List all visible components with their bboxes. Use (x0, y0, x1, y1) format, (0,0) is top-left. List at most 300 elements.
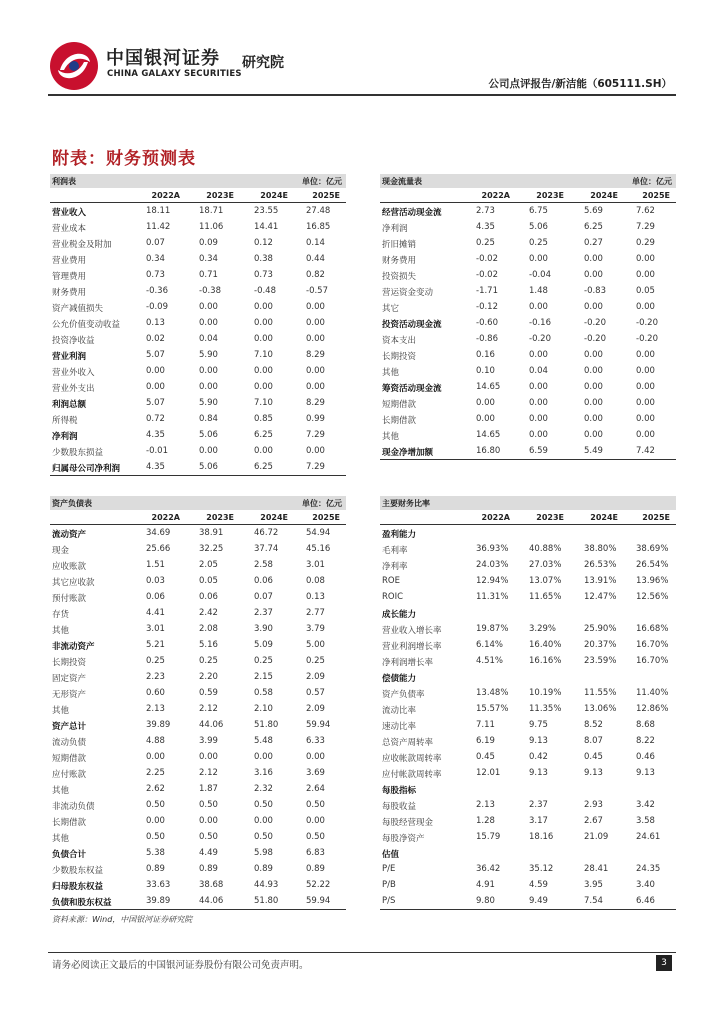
cell-value: -0.20 (636, 334, 658, 344)
row-label: 净利润增长率 (382, 658, 434, 668)
table-row (380, 845, 676, 861)
cell-value: 0.07 (254, 592, 273, 602)
cell-value: 0.02 (146, 334, 165, 344)
cell-value: 21.09 (584, 832, 609, 842)
cell-value: 8.29 (306, 350, 325, 360)
cell-value: 0.25 (529, 238, 548, 248)
table-bottom-rule (50, 475, 346, 476)
row-label: 营业利润 (52, 352, 87, 362)
table-row (50, 525, 346, 541)
row-label: 营业外支出 (52, 384, 95, 394)
cell-value: 36.93% (476, 544, 509, 554)
cell-value: 4.35 (146, 462, 165, 472)
table-row (380, 235, 676, 251)
cell-value: 0.00 (584, 270, 603, 280)
cell-value: 0.08 (306, 576, 325, 586)
table-row (380, 347, 676, 363)
cell-value: 0.00 (306, 318, 325, 328)
cell-value: -0.20 (584, 318, 606, 328)
header-divider (48, 94, 676, 96)
cell-value: 27.48 (306, 206, 331, 216)
table-row (380, 797, 676, 813)
table-row (380, 315, 676, 331)
row-label: 净利率 (382, 562, 408, 572)
table-row (380, 283, 676, 299)
cell-value: 0.13 (146, 318, 165, 328)
cell-value: 16.68% (636, 624, 669, 634)
cell-value: 28.41 (584, 864, 609, 874)
cell-value: 0.00 (199, 302, 218, 312)
row-label: 资产负债率 (382, 690, 425, 700)
cell-value: 9.80 (476, 896, 495, 906)
cell-value: 5.98 (254, 848, 273, 858)
table-row (380, 829, 676, 845)
table-row (50, 893, 346, 909)
cell-value: 18.16 (529, 832, 554, 842)
cell-value: -0.20 (636, 318, 658, 328)
cell-value: 33.63 (146, 880, 171, 890)
cell-value: 39.89 (146, 720, 171, 730)
table-row (50, 251, 346, 267)
cell-value: 15.57% (476, 704, 509, 714)
cell-value: 0.34 (146, 254, 165, 264)
table-row (50, 781, 346, 797)
table-row (380, 781, 676, 797)
cell-value: 0.00 (529, 350, 548, 360)
cell-value: 0.00 (584, 414, 603, 424)
cell-value: 0.00 (529, 254, 548, 264)
cell-value: 18.11 (146, 206, 171, 216)
row-label: 折旧摊销 (382, 240, 417, 250)
table-row (50, 813, 346, 829)
row-label: 资产总计 (52, 722, 87, 732)
row-label: 现金 (52, 546, 70, 556)
cell-value: 36.42 (476, 864, 501, 874)
data-source-note: 资料来源：Wind，中国银河证券研究院 (52, 915, 193, 924)
column-header: 2023E (536, 191, 564, 200)
cell-value: 3.95 (584, 880, 603, 890)
cell-value: 2.05 (199, 560, 218, 570)
table-bottom-rule (380, 909, 676, 910)
cell-value: 12.47% (584, 592, 617, 602)
table-unit: 单位：亿元 (302, 177, 342, 186)
cell-value: 59.94 (306, 896, 331, 906)
cell-value: 0.50 (199, 832, 218, 842)
table-row (380, 427, 676, 443)
cell-value: 0.71 (199, 270, 218, 280)
cell-value: 7.10 (254, 398, 273, 408)
cell-value: -0.60 (476, 318, 498, 328)
cell-value: 0.59 (199, 688, 218, 698)
column-header: 2025E (312, 513, 340, 522)
column-header: 2022A (481, 191, 510, 200)
table-row (380, 411, 676, 427)
cell-value: 32.25 (199, 544, 224, 554)
cell-value: 25.90% (584, 624, 617, 634)
cell-value: 3.01 (306, 560, 325, 570)
cell-value: 5.90 (199, 350, 218, 360)
cell-value: 0.00 (306, 302, 325, 312)
row-label: 长期借款 (382, 416, 417, 426)
cell-value: 16.80 (476, 446, 501, 456)
table-row (50, 395, 346, 411)
row-label: 每股经营现金 (382, 818, 434, 828)
table-row (380, 443, 676, 459)
cell-value: 0.00 (146, 382, 165, 392)
row-label: 营业税金及附加 (52, 240, 112, 250)
report-type: 公司点评报告/新洁能（605111.SH） (488, 78, 672, 90)
cell-value: 38.69% (636, 544, 669, 554)
cell-value: 5.16 (199, 640, 218, 650)
cell-value: 54.94 (306, 528, 331, 538)
table-row (380, 363, 676, 379)
cell-value: 20.37% (584, 640, 617, 650)
cell-value: 2.23 (146, 672, 165, 682)
cell-value: -0.09 (146, 302, 168, 312)
cell-value: 0.00 (199, 752, 218, 762)
galaxy-logo-icon (48, 40, 100, 92)
column-header: 2023E (536, 513, 564, 522)
cell-value: 2.58 (254, 560, 273, 570)
cell-value: 59.94 (306, 720, 331, 730)
column-header: 2024E (260, 191, 288, 200)
cell-value: 14.41 (254, 222, 279, 232)
cell-value: 5.49 (584, 446, 603, 456)
cell-value: 16.40% (529, 640, 562, 650)
table-row (380, 395, 676, 411)
cell-value: 0.72 (146, 414, 165, 424)
cell-value: 9.13 (584, 768, 603, 778)
column-header-row (380, 188, 676, 203)
cell-value: 0.25 (254, 656, 273, 666)
cell-value: 0.00 (146, 816, 165, 826)
row-label: 其他 (52, 786, 70, 796)
row-label: 盈利能力 (382, 530, 417, 540)
cell-value: 0.13 (306, 592, 325, 602)
row-label: P/S (382, 896, 396, 906)
row-label: 投资净收益 (52, 336, 95, 346)
cell-value: 8.29 (306, 398, 325, 408)
table-row (380, 669, 676, 685)
table-row (380, 749, 676, 765)
research-institute-label: 研究院 (242, 55, 284, 71)
table-row (380, 621, 676, 637)
row-label: 筹资活动现金流 (382, 384, 442, 394)
cell-value: 0.25 (476, 238, 495, 248)
cell-value: 26.54% (636, 560, 669, 570)
cell-value: 44.06 (199, 896, 224, 906)
table-row (380, 701, 676, 717)
cell-value: 4.59 (529, 880, 548, 890)
cell-value: -0.02 (476, 254, 498, 264)
cell-value: 13.48% (476, 688, 509, 698)
cell-value: 3.16 (254, 768, 273, 778)
cell-value: 0.00 (199, 446, 218, 456)
table-header (50, 496, 346, 510)
table-bottom-rule (50, 909, 346, 910)
cell-value: 0.00 (254, 816, 273, 826)
table-row (50, 765, 346, 781)
cell-value: 2.08 (199, 624, 218, 634)
cell-value: 0.00 (584, 350, 603, 360)
table-row (380, 557, 676, 573)
cell-value: 0.00 (306, 752, 325, 762)
row-label: 流动比率 (382, 706, 417, 716)
row-label: 营业成本 (52, 224, 87, 234)
row-label: 资本支出 (382, 336, 417, 346)
column-header: 2025E (642, 513, 670, 522)
cell-value: 3.69 (306, 768, 325, 778)
cell-value: 16.70% (636, 656, 669, 666)
row-label: 应付帐款周转率 (382, 770, 442, 780)
cell-value: 18.71 (199, 206, 224, 216)
table-row (50, 829, 346, 845)
cell-value: 0.00 (199, 382, 218, 392)
cell-value: 11.40% (636, 688, 669, 698)
row-label: 流动资产 (52, 530, 87, 540)
cell-value: 11.65% (529, 592, 562, 602)
cell-value: 23.55 (254, 206, 279, 216)
row-label: 其它应收款 (52, 578, 95, 588)
table-row (50, 749, 346, 765)
table-row (50, 235, 346, 251)
cell-value: 2.64 (306, 784, 325, 794)
cell-value: 2.15 (254, 672, 273, 682)
cell-value: 5.00 (306, 640, 325, 650)
cell-value: 0.00 (636, 254, 655, 264)
table-row (50, 363, 346, 379)
table-row (380, 637, 676, 653)
cell-value: 6.46 (636, 896, 655, 906)
cell-value: 2.20 (199, 672, 218, 682)
table-row (380, 653, 676, 669)
table-header (380, 496, 676, 510)
cell-value: 46.72 (254, 528, 279, 538)
cell-value: 5.06 (529, 222, 548, 232)
cell-value: 7.11 (476, 720, 495, 730)
cell-value: 5.69 (584, 206, 603, 216)
cell-value: 0.46 (636, 752, 655, 762)
cell-value: 0.50 (254, 832, 273, 842)
row-label: 短期借款 (52, 754, 87, 764)
cell-value: 5.48 (254, 736, 273, 746)
table-row (380, 541, 676, 557)
cell-value: 0.00 (636, 302, 655, 312)
row-label: 长期借款 (52, 818, 87, 828)
cell-value: 0.73 (254, 270, 273, 280)
cell-value: 0.05 (636, 286, 655, 296)
cell-value: 44.06 (199, 720, 224, 730)
table-unit: 单位：亿元 (632, 177, 672, 186)
cell-value: 12.56% (636, 592, 669, 602)
cell-value: 14.65 (476, 430, 501, 440)
cell-value: -0.12 (476, 302, 498, 312)
cell-value: 3.42 (636, 800, 655, 810)
row-label: P/E (382, 864, 396, 874)
cell-value: 6.25 (254, 462, 273, 472)
cell-value: 0.09 (199, 238, 218, 248)
cell-value: 0.44 (306, 254, 325, 264)
row-label: ROE (382, 576, 400, 586)
cell-value: 0.25 (199, 656, 218, 666)
table-row (50, 605, 346, 621)
table-row (50, 733, 346, 749)
cell-value: 1.51 (146, 560, 165, 570)
row-label: 所得税 (52, 416, 78, 426)
cell-value: 0.00 (636, 350, 655, 360)
row-label: 负债合计 (52, 850, 87, 860)
column-header: 2025E (642, 191, 670, 200)
cell-value: 45.16 (306, 544, 331, 554)
cell-value: 6.19 (476, 736, 495, 746)
cell-value: 37.74 (254, 544, 279, 554)
cell-value: -0.57 (306, 286, 328, 296)
cell-value: 25.66 (146, 544, 171, 554)
row-label: 非流动资产 (52, 642, 95, 652)
cell-value: 4.35 (476, 222, 495, 232)
cell-value: -0.02 (476, 270, 498, 280)
cell-value: 5.07 (146, 350, 165, 360)
row-label: 其他 (382, 368, 400, 378)
cell-value: 10.19% (529, 688, 562, 698)
table-row (380, 877, 676, 893)
row-label: 营业费用 (52, 256, 87, 266)
cell-value: 0.00 (254, 446, 273, 456)
cell-value: 7.29 (636, 222, 655, 232)
cell-value: 0.00 (306, 446, 325, 456)
cell-value: 13.07% (529, 576, 562, 586)
cell-value: 2.09 (306, 704, 325, 714)
cell-value: 5.06 (199, 430, 218, 440)
table-header (380, 174, 676, 188)
cell-value: 2.32 (254, 784, 273, 794)
row-label: 毛利率 (382, 546, 408, 556)
row-label: 速动比率 (382, 722, 417, 732)
cell-value: 0.38 (254, 254, 273, 264)
cell-value: -0.20 (529, 334, 551, 344)
cell-value: -0.86 (476, 334, 498, 344)
cell-value: 2.13 (146, 704, 165, 714)
cell-value: 0.00 (476, 398, 495, 408)
cell-value: -0.04 (529, 270, 551, 280)
cell-value: 0.84 (199, 414, 218, 424)
page-title: 附表：财务预测表 (52, 149, 196, 169)
cell-value: 2.13 (476, 800, 495, 810)
row-label: 公允价值变动收益 (52, 320, 121, 330)
table-row (50, 701, 346, 717)
cell-value: 0.50 (146, 832, 165, 842)
cell-value: 19.87% (476, 624, 509, 634)
cell-value: 0.00 (636, 270, 655, 280)
table-row (380, 893, 676, 909)
cell-value: 9.13 (529, 768, 548, 778)
cell-value: 8.22 (636, 736, 655, 746)
cell-value: 9.13 (529, 736, 548, 746)
cell-value: 0.00 (529, 414, 548, 424)
row-label: 经营活动现金流 (382, 208, 442, 218)
table-row (50, 861, 346, 877)
cell-value: 2.62 (146, 784, 165, 794)
row-label: 现金净增加额 (382, 448, 434, 458)
row-label: 短期借款 (382, 400, 417, 410)
cell-value: 7.29 (306, 462, 325, 472)
table-title: 现金流量表 (382, 177, 422, 186)
cell-value: 9.49 (529, 896, 548, 906)
table-header (50, 174, 346, 188)
row-label: 营业利润增长率 (382, 642, 442, 652)
row-label: 每股净资产 (382, 834, 425, 844)
cell-value: 5.21 (146, 640, 165, 650)
table-row (50, 717, 346, 733)
row-label: 非流动负债 (52, 802, 95, 812)
cell-value: 12.01 (476, 768, 501, 778)
row-label: 存货 (52, 610, 70, 620)
column-header-row (380, 510, 676, 525)
cell-value: 0.50 (306, 800, 325, 810)
cell-value: 11.31% (476, 592, 509, 602)
cell-value: 44.93 (254, 880, 279, 890)
row-label: ROIC (382, 592, 404, 602)
row-label: 长期投资 (382, 352, 417, 362)
table-row (50, 557, 346, 573)
cell-value: 0.00 (254, 334, 273, 344)
cell-value: -0.48 (254, 286, 276, 296)
cell-value: 0.00 (584, 430, 603, 440)
table-row (380, 733, 676, 749)
row-label: 归母股东权益 (52, 882, 104, 892)
table-row (50, 267, 346, 283)
cell-value: 0.00 (636, 366, 655, 376)
column-header: 2023E (206, 513, 234, 522)
column-header: 2024E (590, 191, 618, 200)
cell-value: 0.00 (254, 318, 273, 328)
cell-value: 0.00 (306, 816, 325, 826)
cell-value: 5.06 (199, 462, 218, 472)
cell-value: 2.42 (199, 608, 218, 618)
table-row (50, 379, 346, 395)
cell-value: 51.80 (254, 720, 279, 730)
cell-value: 11.42 (146, 222, 171, 232)
cell-value: 11.35% (529, 704, 562, 714)
cell-value: 0.85 (254, 414, 273, 424)
cell-value: 7.54 (584, 896, 603, 906)
table-row (380, 525, 676, 541)
cell-value: 0.89 (146, 864, 165, 874)
cell-value: 0.00 (306, 366, 325, 376)
cell-value: 0.00 (199, 816, 218, 826)
brand-name-en: CHINA GALAXY SECURITIES (107, 69, 242, 79)
cell-value: 5.09 (254, 640, 273, 650)
cell-value: 2.37 (529, 800, 548, 810)
row-label: 负债和股东权益 (52, 898, 112, 908)
cell-value: -0.38 (199, 286, 221, 296)
cell-value: 24.35 (636, 864, 661, 874)
cell-value: 6.83 (306, 848, 325, 858)
table-row (50, 315, 346, 331)
table-row (50, 797, 346, 813)
table-row (380, 573, 676, 589)
row-label: 投资活动现金流 (382, 320, 442, 330)
cell-value: 0.00 (636, 430, 655, 440)
cell-value: 0.04 (529, 366, 548, 376)
cell-value: 0.29 (636, 238, 655, 248)
cell-value: 0.58 (254, 688, 273, 698)
cell-value: 39.89 (146, 896, 171, 906)
row-label: 营业外收入 (52, 368, 95, 378)
cell-value: 0.00 (529, 430, 548, 440)
row-label: 其他 (382, 432, 400, 442)
cell-value: 0.00 (636, 414, 655, 424)
